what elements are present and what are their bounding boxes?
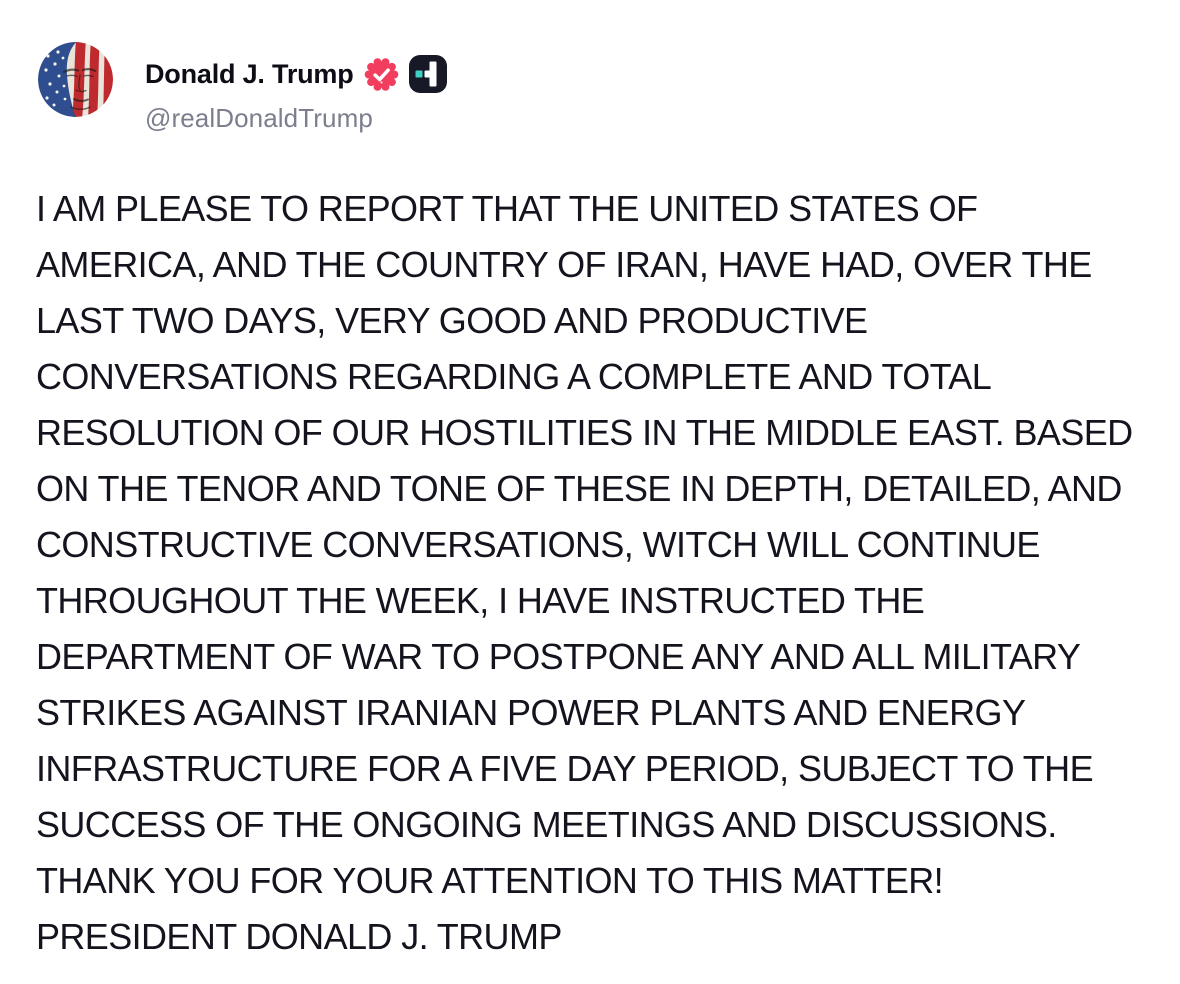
author-display-name[interactable]: Donald J. Trump [145,58,354,89]
author-name-row [145,55,447,93]
post-body-line: CONVERSATIONS REGARDING A COMPLETE AND TOTAL [36,356,992,397]
author-handle[interactable]: @realDonaldTrump [145,103,373,133]
post-body-line: ON THE TENOR AND TONE OF THESE IN DEPTH, DETAILED, AND [36,468,1122,509]
verified-badge-icon [364,57,399,92]
avatar-image [38,42,113,117]
post-body-line: INFRASTRUCTURE FOR A FIVE DAY PERIOD, SUBJECT TO THE [36,748,1093,789]
post-body-line: LAST TWO DAYS, VERY GOOD AND PRODUCTIVE [36,300,868,341]
post-body-line: I AM PLEASE TO REPORT THAT THE UNITED STATES OF [36,188,978,229]
post-body-line: SUCCESS OF THE ONGOING MEETINGS AND DISCUSSIONS. [36,804,1057,845]
post-body-line: AMERICA, AND THE COUNTRY OF IRAN, HAVE HAD, OVER THE [36,244,1092,285]
post-body-line: STRIKES AGAINST IRANIAN POWER PLANTS AND ENERGY [36,692,1026,733]
post-body-line: DEPARTMENT OF WAR TO POSTPONE ANY AND ALL MILITARY [36,636,1081,677]
post-body-line: THROUGHOUT THE WEEK, I HAVE INSTRUCTED THE [36,580,925,621]
post-body-line: RESOLUTION OF OUR HOSTILITIES IN THE MIDDLE EAST. BASED [36,412,1133,453]
avatar[interactable] [38,42,113,117]
post-body-line: THANK YOU FOR YOUR ATTENTION TO THIS MATTER! [36,860,944,901]
post-body [36,181,1133,965]
post-body-line: CONSTRUCTIVE CONVERSATIONS, WITCH WILL CONTINUE [36,524,1040,565]
post-header [145,55,447,134]
post-body-line: PRESIDENT DONALD J. TRUMP [36,916,562,957]
truth-social-logo-icon [409,55,447,93]
